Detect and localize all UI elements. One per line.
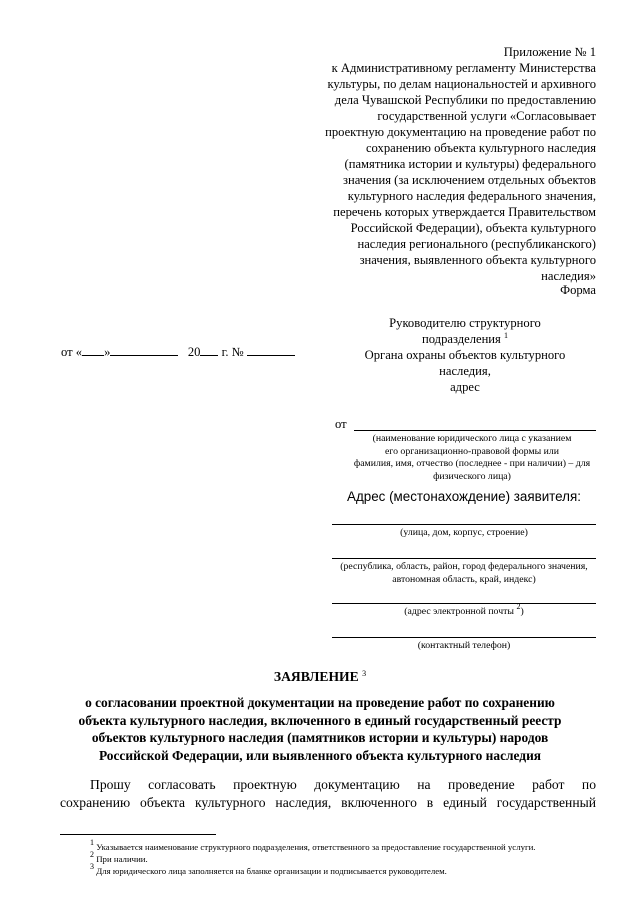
appendix-line: сохранению объекта культурного наследия: [365, 141, 596, 155]
appendix-line: наследия»: [541, 269, 596, 283]
statement-body: [60, 776, 596, 811]
footnote-ref: 1: [504, 331, 508, 340]
recipient-line: Руководителю структурного: [389, 316, 541, 330]
month-field[interactable]: [110, 344, 178, 356]
body-line: сохранению объекта культурного наследия, включенного в единый государственный: [60, 794, 596, 810]
body-line: Прошу согласовать проектную документацию на проведение работ по: [90, 777, 596, 792]
appendix-line: наследия регионального (республиканского): [357, 237, 596, 251]
appendix-line: значения (за исключением отдельных объектов: [343, 173, 596, 187]
appendix-line: культурного наследия федерального значения,: [347, 189, 596, 203]
address-title: Адрес (местонахождение) заявителя:: [347, 489, 581, 504]
footnote-divider: [60, 834, 216, 835]
day-field[interactable]: [82, 344, 104, 356]
region-caption: (республика, область, район, город федерального значения, автономная область, край, индекс): [340, 561, 588, 585]
appendix-line: (памятника истории и культуры) федерального: [344, 157, 596, 171]
recipient-line: адрес: [450, 380, 480, 394]
appendix-line: культуры, по делам национальностей и архивного: [327, 77, 596, 91]
appendix-line: к Административному регламенту Министерства: [331, 61, 596, 75]
footnote-ref: 2: [516, 602, 521, 611]
recipient-block: [340, 315, 590, 395]
street-field[interactable]: [332, 524, 596, 525]
footnote-ref: 3: [362, 669, 367, 678]
appendix-line: перечень которых утверждается Правительством: [333, 205, 596, 219]
applicant-caption: (наименование юридического лица с указанием его организационно-правовой формы или фамилия, имя, отчество (последнее - при наличии) – для физического лица): [353, 433, 591, 482]
appendix-line: Приложение № 1: [503, 45, 596, 59]
appendix-header: [300, 44, 596, 284]
appendix-line: Российской Федерации), объекта культурного: [350, 221, 596, 235]
statement-title: ЗАЯВЛЕНИЕ $^3$: [273, 669, 367, 684]
number-field[interactable]: [247, 344, 295, 356]
appendix-line: дела Чувашской Республики по предоставлению: [334, 93, 596, 107]
street-caption: (улица, дом, корпус, строение): [400, 527, 528, 538]
region-field[interactable]: [332, 558, 596, 559]
phone-field[interactable]: [332, 637, 596, 638]
appendix-line: государственной услуги «Согласовывает: [377, 109, 596, 123]
recipient-line: подразделения $^1$: [421, 331, 508, 346]
year-field[interactable]: [200, 344, 218, 356]
statement-subtitle: о согласовании проектной документации на проведение работ по сохранению объекта культурного наследия, включенного в единый государственный реестр объектов культурного наследия (памятников истории и культуры) народов Российской Федерации, или выявленного объекта культурного наследия: [78, 695, 562, 763]
footnote-item: $^2$ При наличии.: [90, 850, 148, 864]
recipient-line: наследия,: [439, 364, 491, 378]
email-caption: (адрес электронной почты $^2$): [404, 602, 524, 617]
recipient-line: Органа охраны объектов культурного: [364, 348, 566, 362]
footnote-item: $^1$ Указывается наименование структурного подразделения, ответственного за предоставление государственной услуги.: [90, 838, 536, 852]
footnote-item: $^3$ Для юридического лица заполняется на бланке организации и подписывается руководителем.: [90, 862, 447, 876]
footnotes: [90, 838, 536, 877]
form-label: Форма: [560, 283, 596, 297]
phone-caption: (контактный телефон): [417, 640, 511, 651]
date-number-line: от « » 20 г. №: [61, 344, 295, 360]
applicant-name-field[interactable]: [354, 430, 596, 431]
email-field[interactable]: [332, 603, 596, 604]
appendix-line: значения, выявленного объекта культурного: [359, 253, 596, 267]
appendix-line: проектную документацию на проведение работ по: [325, 125, 596, 139]
applicant-from-label: от: [335, 417, 347, 431]
